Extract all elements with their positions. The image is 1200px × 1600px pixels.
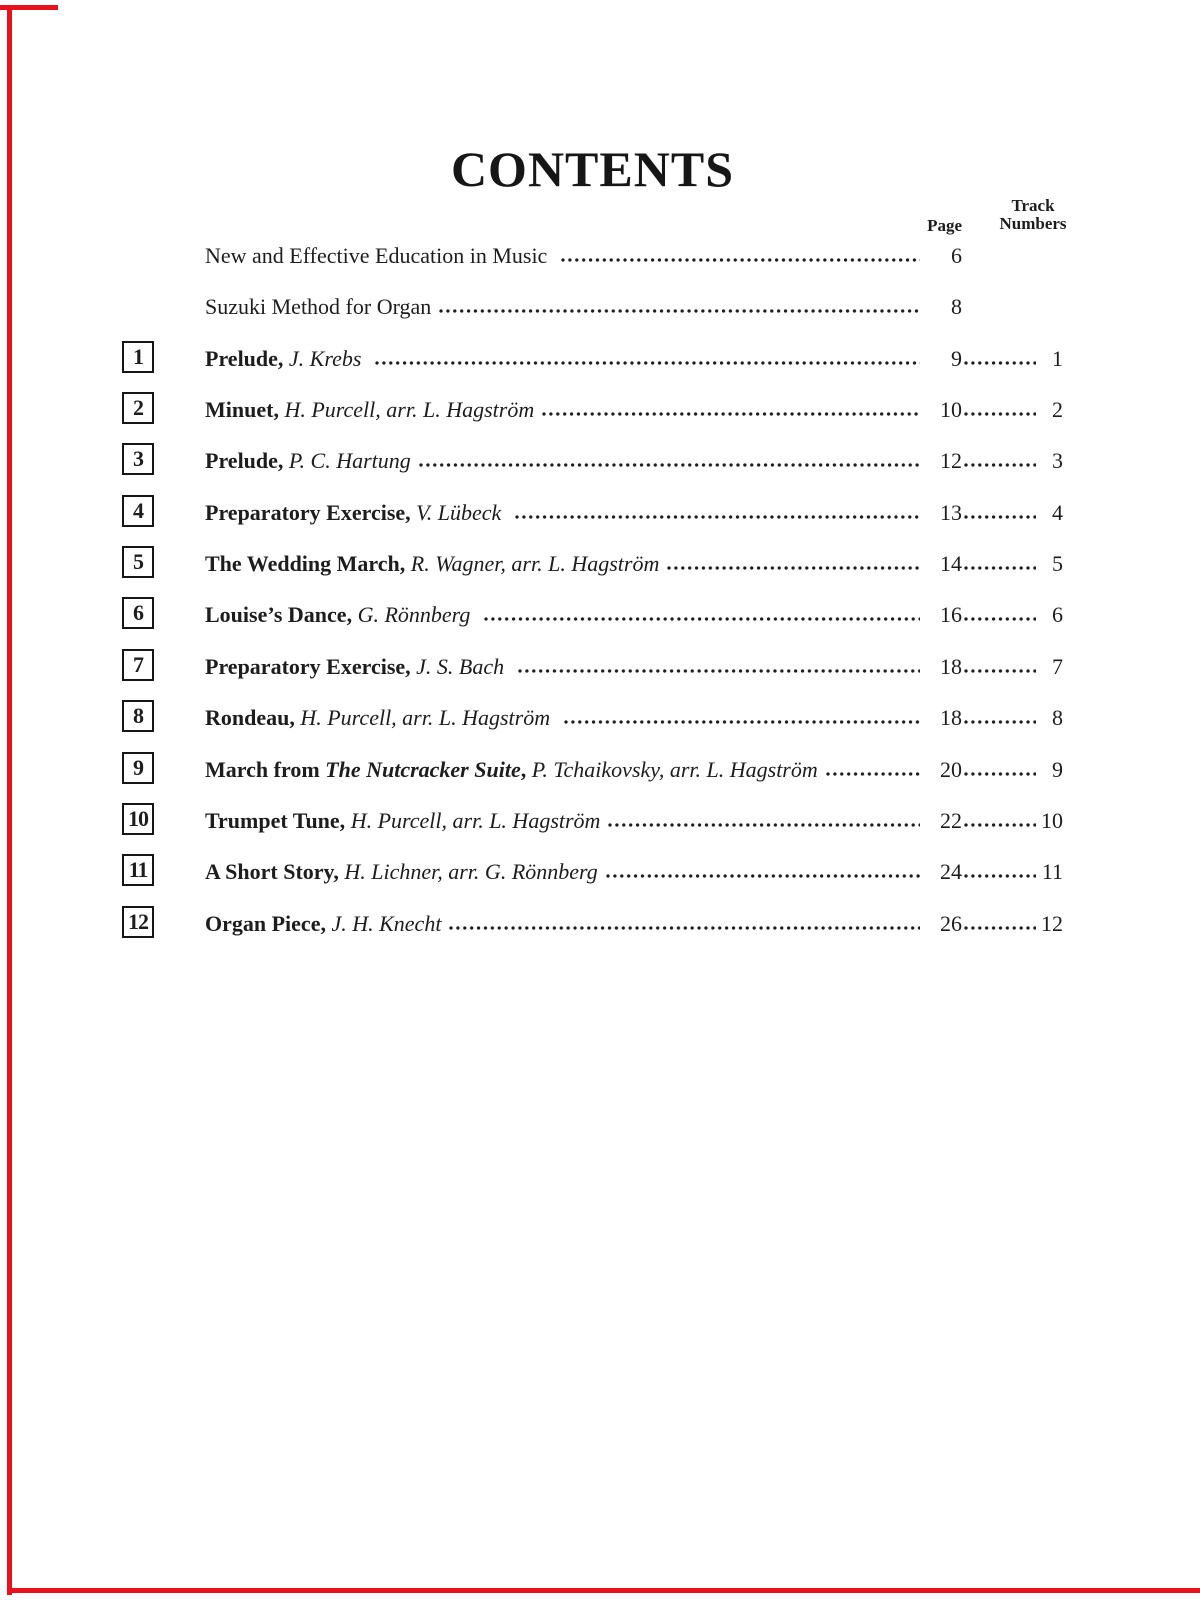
dot-leader bbox=[418, 462, 920, 468]
track-number: 5 bbox=[1052, 551, 1063, 576]
page-number: 12 bbox=[940, 448, 962, 473]
dot-leader bbox=[963, 360, 1036, 366]
piece-number-box: 9 bbox=[122, 752, 154, 784]
track-number-area bbox=[962, 602, 1063, 628]
dot-leader bbox=[963, 411, 1036, 417]
page-number: 26 bbox=[940, 911, 962, 936]
entry-text: Rondeau, bbox=[205, 705, 295, 730]
entry-text: A Short Story, bbox=[205, 859, 339, 884]
track-number-area bbox=[962, 654, 1063, 680]
dot-leader bbox=[514, 514, 920, 520]
toc-row bbox=[122, 500, 1063, 526]
track-number: 6 bbox=[1052, 602, 1063, 627]
entry-text: Preparatory Exercise, bbox=[205, 654, 411, 679]
dot-leader bbox=[666, 565, 920, 571]
entry-text: H. Purcell, arr. L. Hagström bbox=[345, 808, 601, 833]
track-number: 3 bbox=[1052, 448, 1063, 473]
track-number-area bbox=[962, 911, 1063, 937]
piece-number-box: 1 bbox=[122, 341, 154, 373]
track-number: 10 bbox=[1041, 808, 1063, 833]
track-number-area bbox=[962, 448, 1063, 474]
column-header-track-line2: Numbers bbox=[999, 214, 1067, 233]
toc-row bbox=[122, 654, 1063, 680]
entry-text: New and Effective Education in Music bbox=[205, 243, 553, 268]
page-number: 16 bbox=[940, 602, 962, 627]
toc-row bbox=[122, 346, 1063, 372]
piece-number-box: 10 bbox=[122, 803, 154, 835]
track-number-area bbox=[962, 757, 1063, 783]
toc-row bbox=[122, 448, 1063, 474]
entry-text: Organ Piece, bbox=[205, 911, 326, 936]
page-number: 18 bbox=[940, 705, 962, 730]
entry-text: The Nutcracker Suite bbox=[325, 757, 521, 782]
entry-text: J. S. Bach bbox=[410, 654, 510, 679]
entry-text: Prelude, bbox=[205, 346, 284, 371]
entry-text: Preparatory Exercise, bbox=[205, 500, 411, 525]
track-number: 4 bbox=[1052, 500, 1063, 525]
entry-text: H. Purcell, arr. L. Hagström bbox=[278, 397, 535, 422]
dot-leader bbox=[963, 668, 1036, 674]
dot-leader bbox=[963, 822, 1036, 828]
dot-leader bbox=[563, 719, 920, 725]
entry-text: H. Purcell, arr. L. Hagström bbox=[294, 705, 556, 730]
dot-leader bbox=[963, 771, 1036, 777]
entry-text: Suzuki Method for Organ bbox=[205, 294, 432, 319]
dot-leader bbox=[517, 668, 920, 674]
dot-leader bbox=[448, 925, 920, 931]
entry-text: Minuet, bbox=[205, 397, 279, 422]
dot-leader bbox=[963, 925, 1036, 931]
track-number-area bbox=[962, 808, 1063, 834]
dot-leader bbox=[483, 616, 920, 622]
dot-leader bbox=[963, 462, 1036, 468]
piece-number-box: 6 bbox=[122, 597, 154, 629]
piece-number-box: 7 bbox=[122, 649, 154, 681]
track-number: 11 bbox=[1041, 859, 1063, 884]
dot-leader bbox=[963, 565, 1036, 571]
page-number: 24 bbox=[940, 859, 962, 884]
toc-row bbox=[122, 397, 1063, 423]
track-number: 7 bbox=[1052, 654, 1063, 679]
page-number: 13 bbox=[940, 500, 962, 525]
track-number: 9 bbox=[1052, 757, 1063, 782]
toc-row bbox=[122, 757, 1063, 783]
page-number: 20 bbox=[940, 757, 962, 782]
toc-row bbox=[122, 551, 1063, 577]
entry-text: , bbox=[520, 757, 527, 782]
toc-row bbox=[122, 705, 1063, 731]
column-header-track-line1: Track bbox=[1011, 196, 1055, 215]
entry-text: H. Lichner, arr. G. Rönnberg bbox=[338, 859, 598, 884]
entry-text: Trumpet Tune, bbox=[205, 808, 346, 833]
piece-number-box: 3 bbox=[122, 443, 154, 475]
entry-text: Prelude, bbox=[205, 448, 284, 473]
toc-row bbox=[122, 859, 1063, 885]
entry-text: G. Rönnberg bbox=[352, 602, 476, 627]
piece-number-box: 8 bbox=[122, 700, 154, 732]
page-number: 6 bbox=[951, 243, 962, 268]
entry-text: R. Wagner, arr. L. Hagström bbox=[405, 551, 660, 576]
entry-text: J. H. Knecht bbox=[325, 911, 442, 936]
dot-leader bbox=[438, 308, 920, 314]
page-title: CONTENTS bbox=[450, 141, 735, 197]
dot-leader bbox=[825, 771, 920, 777]
toc-intro-row bbox=[122, 294, 1063, 320]
dot-leader bbox=[963, 616, 1036, 622]
piece-number-box: 5 bbox=[122, 546, 154, 578]
page-number: 10 bbox=[940, 397, 962, 422]
piece-number-box: 12 bbox=[122, 906, 154, 938]
track-number: 12 bbox=[1041, 911, 1063, 936]
toc-row bbox=[122, 602, 1063, 628]
track-number-area bbox=[962, 500, 1063, 526]
dot-leader bbox=[963, 873, 1036, 879]
page-number: 14 bbox=[940, 551, 962, 576]
page-number: 9 bbox=[951, 346, 962, 371]
track-number-area bbox=[962, 346, 1063, 372]
track-number: 2 bbox=[1052, 397, 1063, 422]
page-number: 22 bbox=[940, 808, 962, 833]
page-number: 18 bbox=[940, 654, 962, 679]
piece-number-box: 4 bbox=[122, 495, 154, 527]
entry-text: The Wedding March, bbox=[205, 551, 406, 576]
track-number: 8 bbox=[1052, 705, 1063, 730]
track-number-area bbox=[962, 397, 1063, 423]
dot-leader bbox=[605, 873, 920, 879]
track-number-area bbox=[962, 705, 1063, 731]
dot-leader bbox=[963, 719, 1036, 725]
piece-number-box: 2 bbox=[122, 392, 154, 424]
entry-text: J. Krebs bbox=[283, 346, 367, 371]
toc-row bbox=[122, 911, 1063, 937]
dot-leader bbox=[607, 822, 920, 828]
entry-text: P. C. Hartung bbox=[283, 448, 411, 473]
dot-leader bbox=[560, 257, 920, 263]
column-header-page: Page bbox=[927, 216, 962, 235]
dot-leader bbox=[963, 514, 1036, 520]
track-number-area bbox=[962, 551, 1063, 577]
entry-text: V. Lübeck bbox=[410, 500, 507, 525]
dot-leader bbox=[374, 360, 920, 366]
track-number: 1 bbox=[1052, 346, 1063, 371]
page-number: 8 bbox=[951, 294, 962, 319]
track-number-area bbox=[962, 859, 1063, 885]
toc-row bbox=[122, 808, 1063, 834]
entry-text: March from bbox=[205, 757, 326, 782]
entry-text: P. Tchaikovsky, arr. L. Hagström bbox=[526, 757, 818, 782]
piece-number-box: 11 bbox=[122, 854, 154, 886]
entry-text: Louise’s Dance, bbox=[205, 602, 353, 627]
dot-leader bbox=[541, 411, 920, 417]
toc-intro-row bbox=[122, 243, 1063, 269]
